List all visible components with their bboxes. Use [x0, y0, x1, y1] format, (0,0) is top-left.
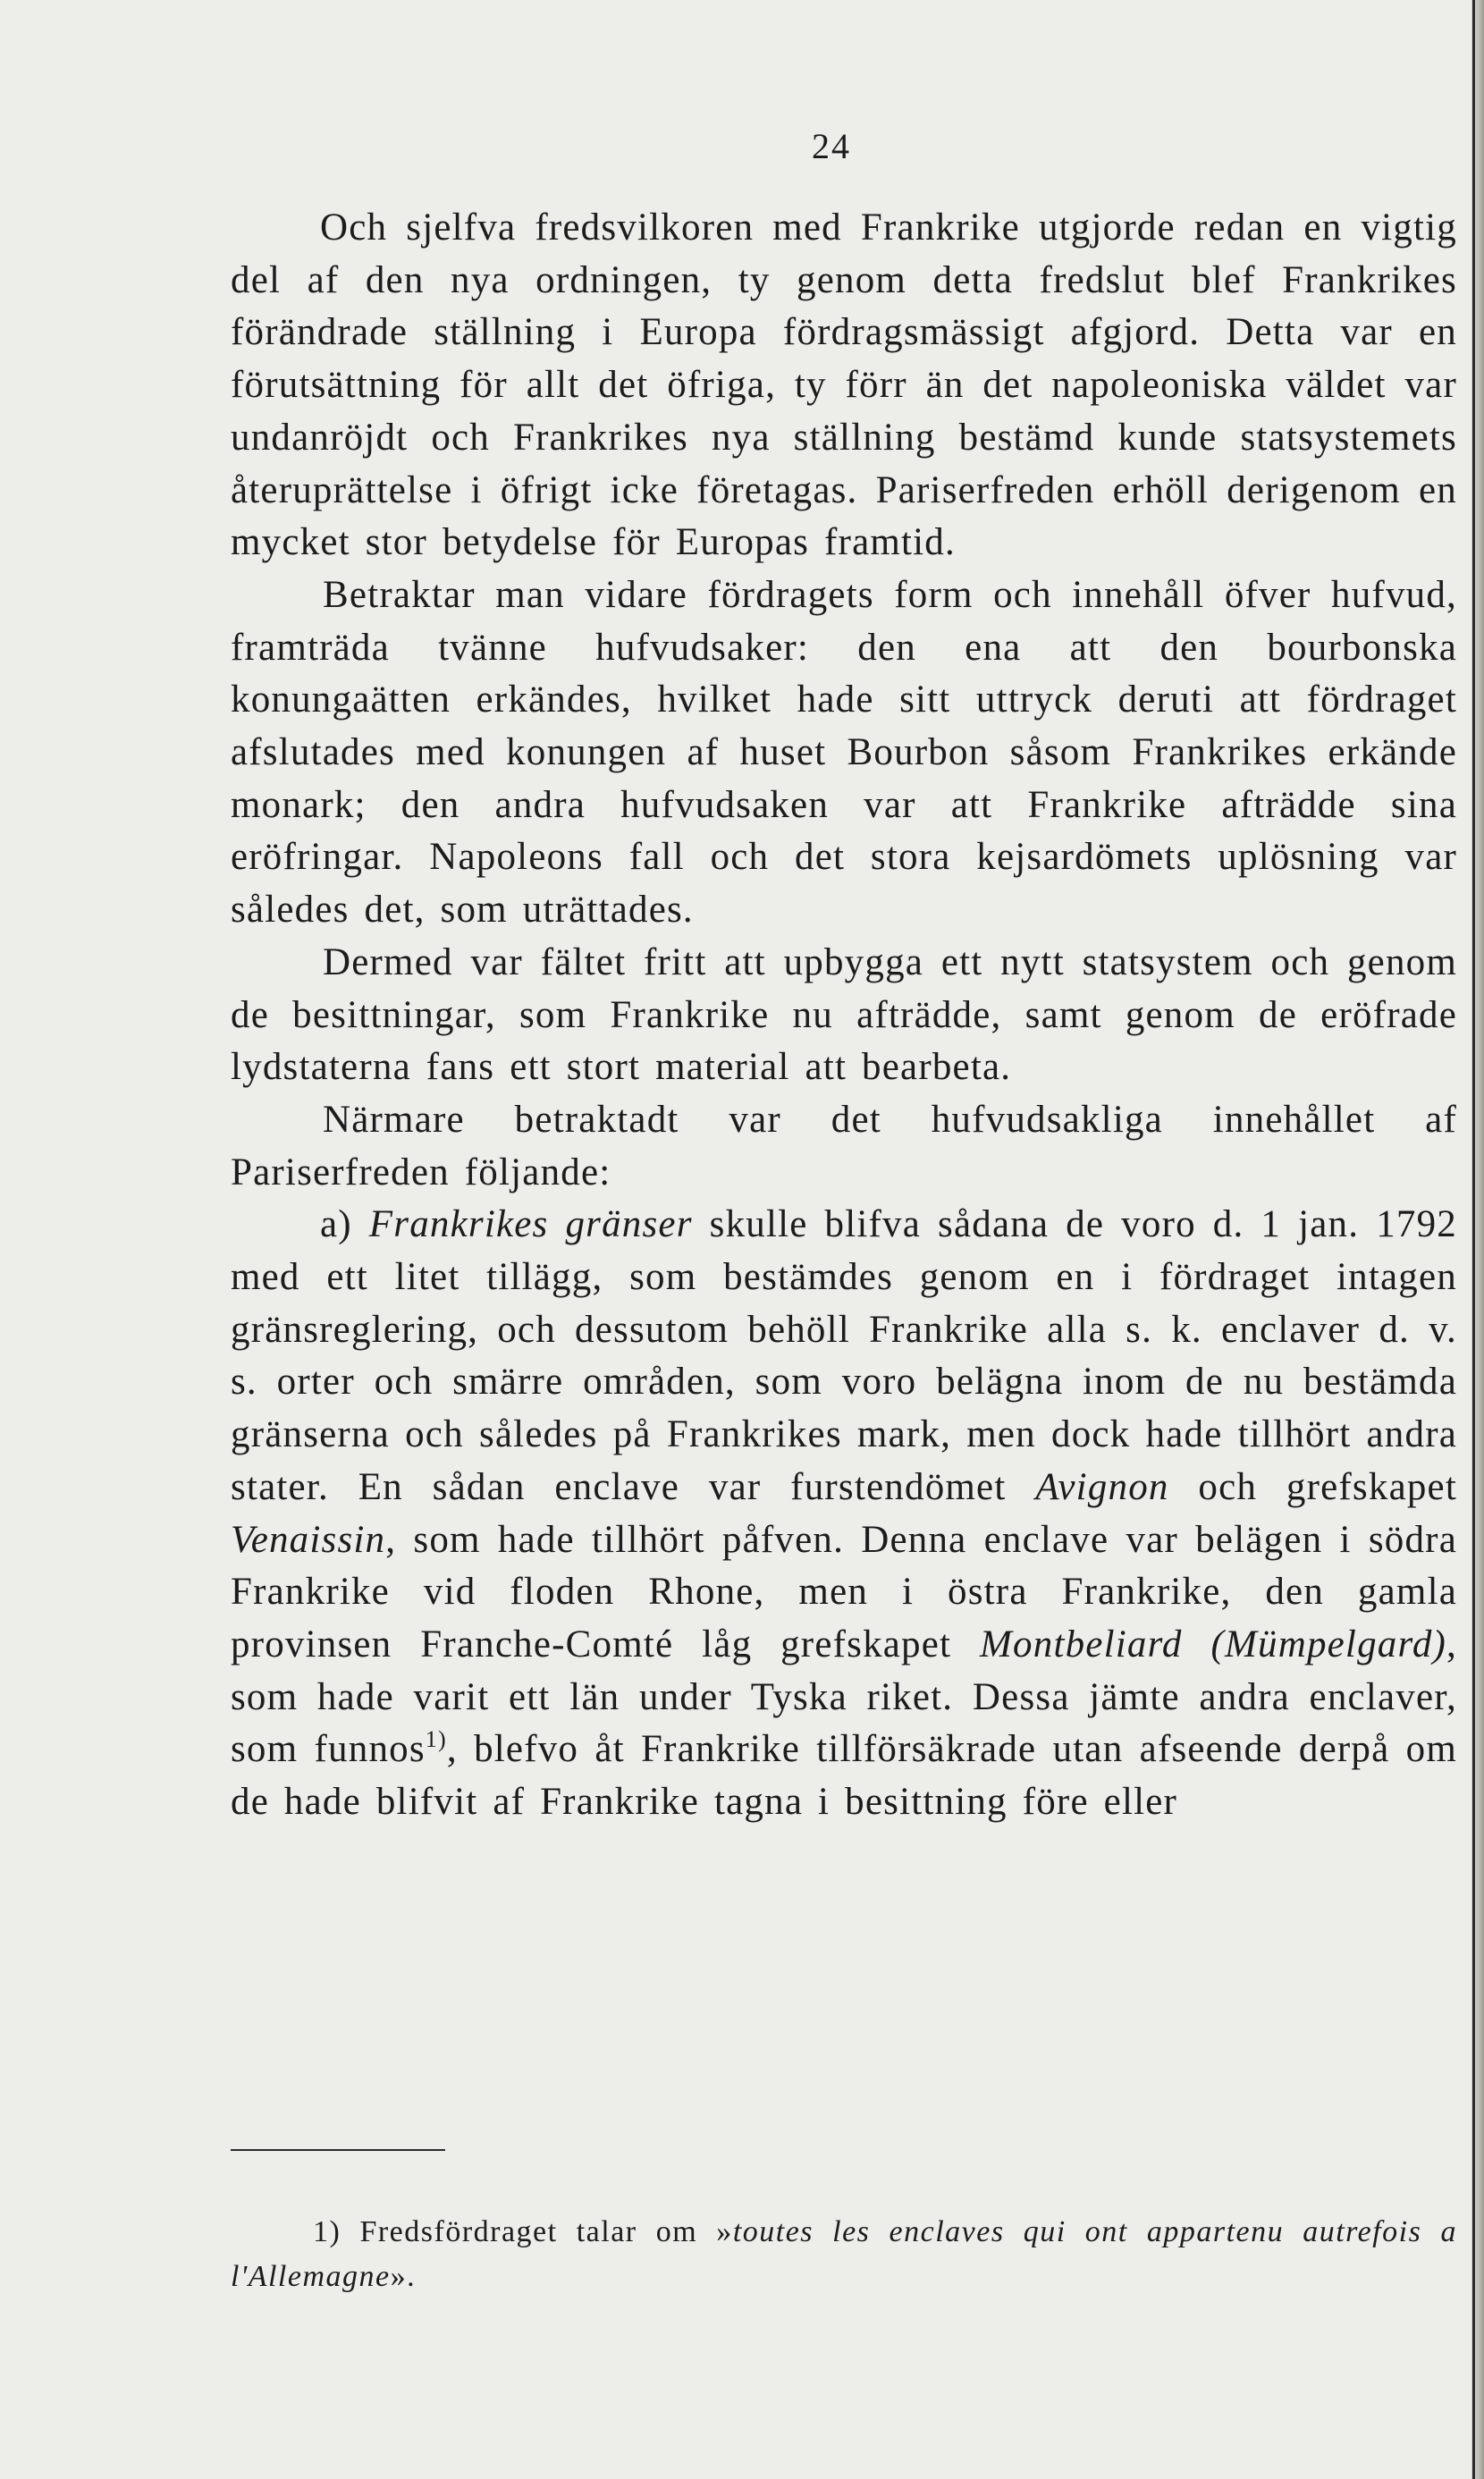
p5-segment-3: Avignon — [1035, 1465, 1169, 1508]
page-number: 24 — [812, 126, 851, 166]
p5-segment-9: 1) — [425, 1726, 447, 1753]
p1-segment-0: Och sjelfva fredsvilkoren med Frankrike utgjorde redan en vigtig del af den nya ordningen, ty genom detta fredslut blef Frankrikes förändrade ställning i Europa fördragsmässigt afgjord. Detta var en förutsättning för allt det öfriga, ty förr än det napoleoniska väldet var undanröjdt och Frankrikes nya ställning bestämd kunde statsystemets återuprättelse i öfrigt icke företagas. Pariserfreden erhöll derigenom en mycket stor betydelse för Europas framtid. — [231, 207, 1457, 564]
p4-segment-0: Närmare betraktadt var det hufvudsakliga innehållet af Pariserfreden följande: — [231, 1098, 1457, 1193]
page-edge-line — [1472, 0, 1475, 2479]
footnote-segment-1: toutes les enclaves qui ont appartenu autrefois a l'Allemagne — [231, 2215, 1457, 2293]
p5-segment-8: , som hade varit ett län under Tyska riket. Dessa jämte andra enclaver, som funnos — [231, 1623, 1457, 1771]
footnote-segment-0: 1) Fredsfördraget talar om » — [313, 2215, 733, 2248]
p3-segment-0: Dermed var fältet fritt att upbygga ett nytt statsystem och genom de besittningar, som Frankrike nu afträdde, samt genom de eröfrade lydstaterna fans ett stort material att bearbeta. — [231, 940, 1457, 1089]
p5-segment-5: Venaissin — [231, 1518, 386, 1561]
p2-segment-0: Betraktar man vidare fördragets form och innehåll öfver hufvud, framträda tvänne hufvudsaker: den ena att den bourbonska konungaätten erkändes, hvilket hade sitt uttryck deruti att fördraget afslutades med konungen af huset Bourbon såsom Frankrikes erkände monark; den andra hufvudsaken var att Frankrike afträdde sina eröfringar. Napoleons fall och det stora kejsardömets uplösning var således det, som uträttades. — [231, 573, 1457, 932]
p5-segment-4: och grefskapet — [1168, 1465, 1457, 1508]
paragraph-3 — [231, 937, 1457, 1094]
p5-segment-6: , som hade tillhört påfven. Denna enclave var belägen i södra Frankrike vid floden Rhone, men i östra Frankrike, den gamla provinsen Franche-Comté låg grefskapet — [231, 1518, 1457, 1665]
p5-segment-1: Frankrikes gränser — [368, 1203, 693, 1246]
p5-segment-7: Montbeliard (Mümpelgard) — [980, 1623, 1447, 1665]
footnote-text — [231, 2210, 1457, 2299]
footnote-divider — [231, 2149, 445, 2151]
p5-segment-0: a) — [320, 1203, 369, 1246]
paragraph-5-item-a — [231, 1199, 1457, 1828]
body-text — [231, 202, 1457, 1829]
footnote-segment-2: ». — [390, 2260, 417, 2293]
paragraph-2 — [231, 569, 1457, 937]
footnote — [231, 2210, 1457, 2299]
p5-segment-2: skulle blifva sådana de voro d. 1 jan. 1792 med ett litet tillägg, som bestämdes genom en i fördraget intagen gränsreglering, och dessutom behöll Frankrike alla s. k. enclaver d. v. s. orter och smärre områden, som voro belägna inom de nu bestämda gränserna och således på Frankrikes mark, men dock hade tillhört andra stater. En sådan enclave var furstendömet — [231, 1203, 1457, 1508]
paragraph-1 — [231, 202, 1457, 569]
paragraph-4 — [231, 1094, 1457, 1199]
p5-segment-10: , blefvo åt Frankrike tillförsäkrade utan afseende derpå om de hade blifvit af Frankrike tagna i besittning före eller — [231, 1728, 1457, 1824]
